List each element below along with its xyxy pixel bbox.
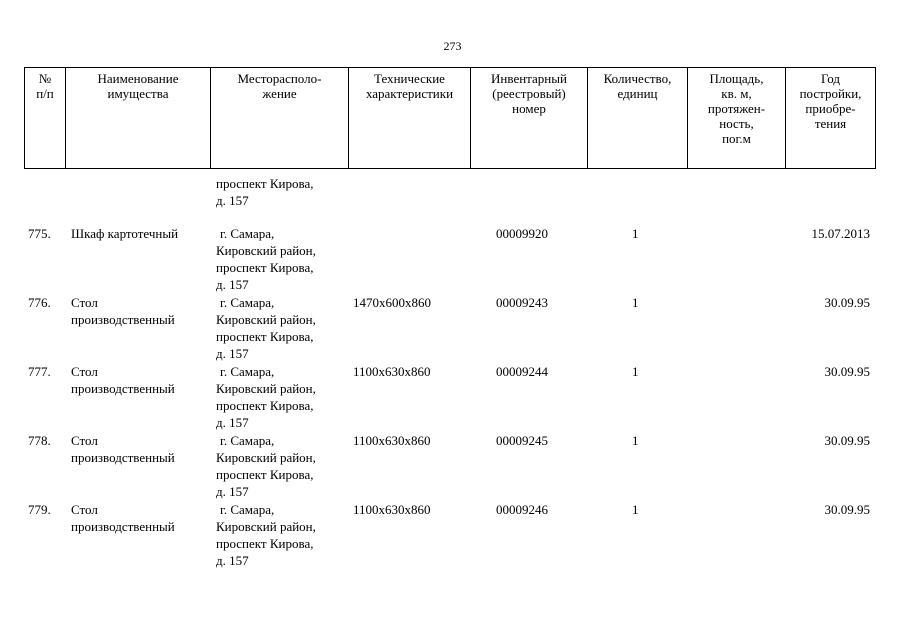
header-year: Год постройки, приобре- тения — [786, 68, 876, 169]
item-year: 15.07.2013 — [811, 226, 870, 241]
item-location: г. Самара, Кировский район, проспект Кирова, д. 157 — [216, 502, 316, 568]
item-year: 30.09.95 — [824, 502, 870, 517]
item-quantity: 1 — [632, 502, 639, 517]
item-location: г. Самара, Кировский район, проспект Кирова, д. 157 — [216, 433, 316, 499]
header-inventory: Инвентарный (реестровый) номер — [471, 68, 588, 169]
header-num: № п/п — [25, 68, 66, 169]
item-year: 30.09.95 — [824, 295, 870, 310]
item-year: 30.09.95 — [824, 364, 870, 379]
continued-location: проспект Кирова, д. 157 — [216, 176, 314, 208]
item-quantity: 1 — [632, 433, 639, 448]
item-inventory: 00009920 — [496, 226, 548, 241]
row-number: 775. — [28, 226, 51, 241]
table-header — [24, 67, 876, 169]
item-inventory: 00009244 — [496, 364, 548, 379]
item-tech: 1100х630х860 — [353, 364, 431, 379]
item-name: Стол производственный — [71, 364, 175, 396]
item-year: 30.09.95 — [824, 433, 870, 448]
item-name: Шкаф картотечный — [71, 226, 179, 241]
header-tech: Технические характеристики — [349, 68, 471, 169]
item-tech: 1100х630х860 — [353, 433, 431, 448]
header-area: Площадь, кв. м, протяжен- ность, пог.м — [688, 68, 786, 169]
item-location: г. Самара, Кировский район, проспект Кирова, д. 157 — [216, 364, 316, 430]
header-quantity: Количество, единиц — [588, 68, 688, 169]
row-number: 779. — [28, 502, 51, 517]
item-name: Стол производственный — [71, 295, 175, 327]
item-quantity: 1 — [632, 295, 639, 310]
item-quantity: 1 — [632, 364, 639, 379]
header-name: Наименование имущества — [66, 68, 211, 169]
item-inventory: 00009243 — [496, 295, 548, 310]
item-inventory: 00009245 — [496, 433, 548, 448]
row-number: 777. — [28, 364, 51, 379]
item-location: г. Самара, Кировский район, проспект Кирова, д. 157 — [216, 295, 316, 361]
header-location: Месторасполо- жение — [211, 68, 349, 169]
page-number: 273 — [443, 39, 462, 53]
item-inventory: 00009246 — [496, 502, 548, 517]
item-tech: 1100х630х860 — [353, 502, 431, 517]
item-name: Стол производственный — [71, 502, 175, 534]
row-number: 776. — [28, 295, 51, 310]
item-quantity: 1 — [632, 226, 639, 241]
item-location: г. Самара, Кировский район, проспект Кирова, д. 157 — [216, 226, 316, 292]
item-name: Стол производственный — [71, 433, 175, 465]
row-number: 778. — [28, 433, 51, 448]
item-tech: 1470х600х860 — [353, 295, 431, 310]
